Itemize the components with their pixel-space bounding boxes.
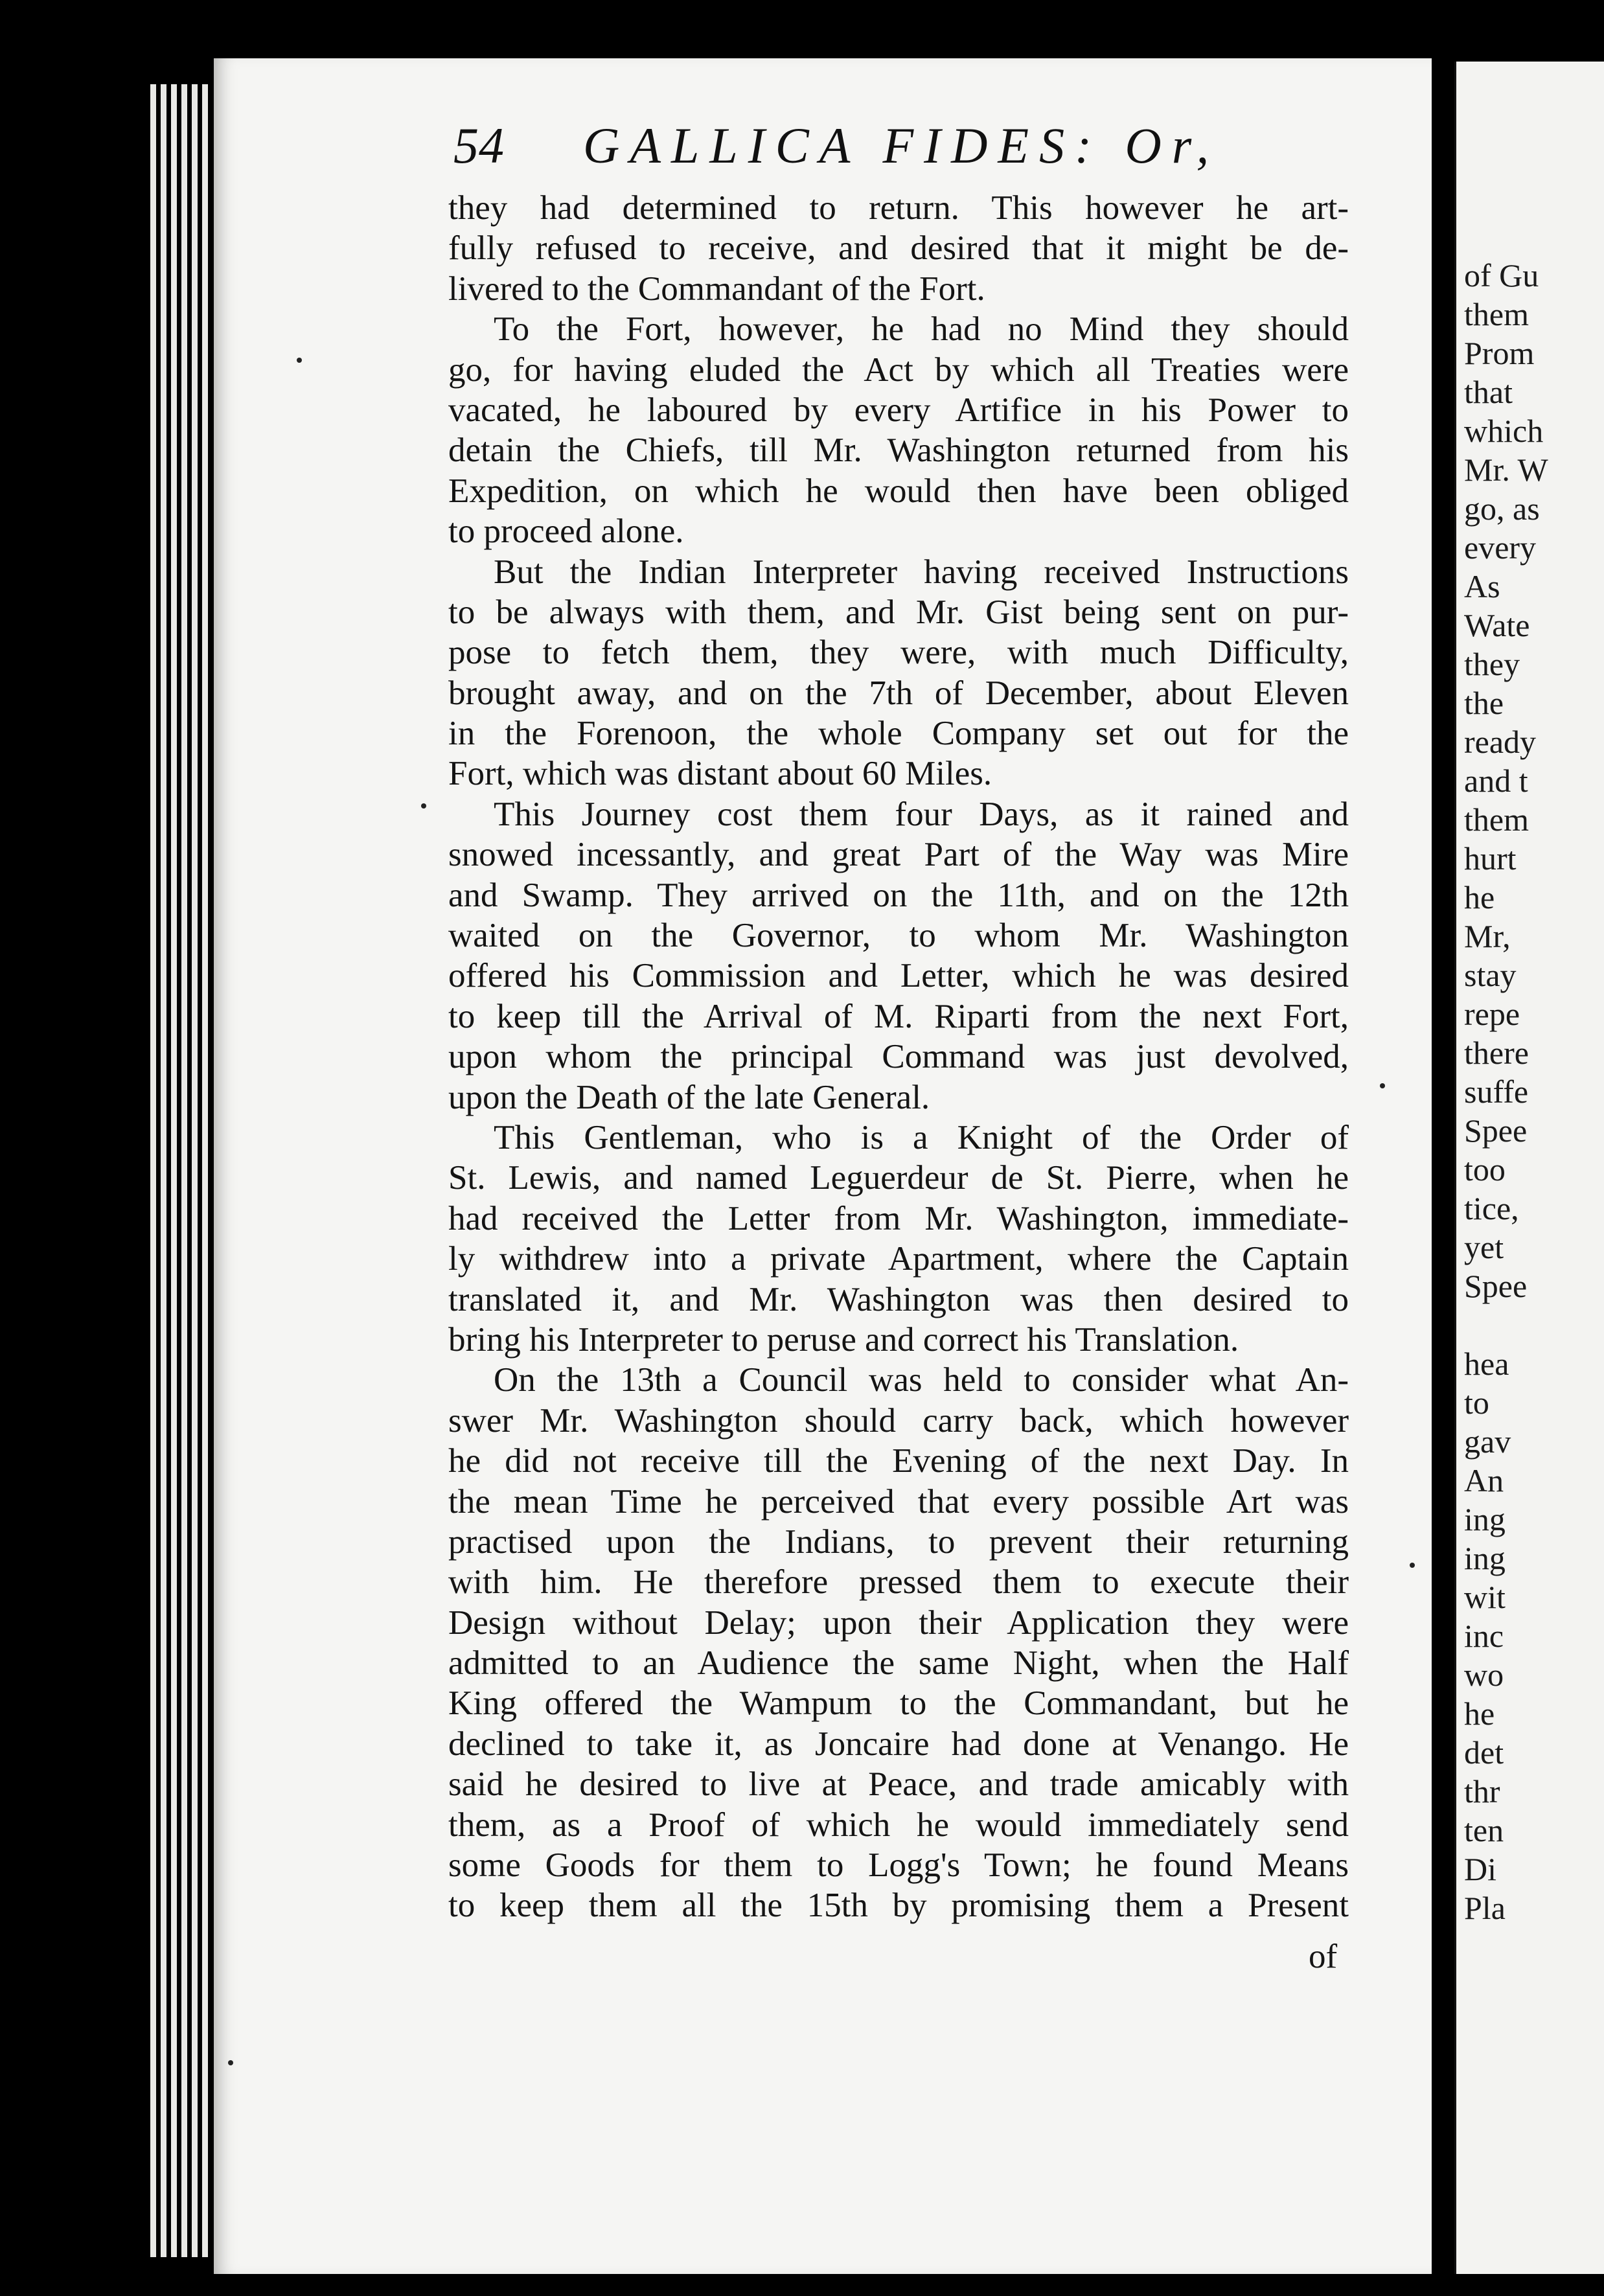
facing-page-line: wit [1464, 1579, 1506, 1615]
ink-speck [1410, 1563, 1415, 1568]
facing-page [1454, 62, 1604, 2274]
facing-page-line: go, as [1464, 490, 1540, 527]
text-line: livered to the Commandant of the Fort. [448, 270, 985, 308]
catchword: of [1309, 1938, 1338, 1975]
facing-page-line: ing [1464, 1501, 1506, 1537]
ink-speck [297, 358, 302, 363]
facing-page-line: As [1464, 568, 1500, 604]
text-line: Design without Delay; upon their Application they were [448, 1603, 1349, 1642]
facing-page-line: Mr, [1464, 918, 1511, 954]
facing-page-line: the [1464, 685, 1504, 721]
text-line: in the Forenoon, the whole Company set out for the [448, 715, 1349, 753]
text-line: go, for having eluded the Act by which all Treaties were [448, 350, 1349, 389]
page-number: 54 [453, 117, 504, 174]
running-title: GALLICA FIDES: Or, [583, 117, 1220, 174]
facing-page-line: suffe [1464, 1073, 1529, 1110]
text-line: to be always with them, and Mr. Gist being sent on pur- [448, 593, 1349, 631]
page-edge [181, 84, 187, 2257]
text-line: upon the Death of the late General. [448, 1078, 930, 1116]
text-line: to keep till the Arrival of M. Riparti from the next Fort, [448, 997, 1349, 1035]
facing-page-line: too [1464, 1151, 1506, 1188]
facing-page-line: every [1464, 529, 1537, 566]
ink-speck [228, 2060, 233, 2065]
facing-page-line: tice, [1464, 1190, 1519, 1226]
facing-page-line [1464, 1305, 1548, 1344]
facing-page-line: Wate [1464, 607, 1530, 643]
text-line: offered his Commission and Letter, which he was desired [448, 957, 1349, 995]
text-line: Fort, which was distant about 60 Miles. [448, 755, 992, 793]
text-line: them, as a Proof of which he would immediately send [448, 1806, 1349, 1844]
facing-page-line: thr [1464, 1773, 1500, 1809]
facing-page-line: Spee [1464, 1112, 1528, 1149]
ink-speck [1380, 1083, 1385, 1088]
facing-page-line: hea [1464, 1346, 1509, 1382]
ink-speck [421, 803, 426, 809]
page-header [453, 117, 1360, 188]
facing-page-line: ing [1464, 1540, 1506, 1576]
page-edge [150, 84, 156, 2257]
facing-page-line: them [1464, 296, 1529, 332]
text-line: pose to fetch them, they were, with much Difficulty, [448, 634, 1349, 672]
text-line: upon whom the principal Command was just devolved, [448, 1038, 1349, 1076]
facing-page-line: wo [1464, 1657, 1504, 1693]
text-line: On the 13th a Council was held to consider what An- [494, 1361, 1349, 1399]
facing-page-line: ready [1464, 724, 1537, 760]
facing-page-line: and t [1464, 763, 1528, 799]
page-edge [171, 84, 177, 2257]
text-line: swer Mr. Washington should carry back, which however [448, 1401, 1349, 1440]
facing-page-line: that [1464, 374, 1513, 410]
text-line: bring his Interpreter to peruse and correct his Translation. [448, 1320, 1239, 1359]
facing-page-line: he [1464, 1695, 1495, 1732]
text-line: snowed incessantly, and great Part of the Way was Mire [448, 836, 1349, 874]
facing-page-line: he [1464, 879, 1495, 915]
text-line: translated it, and Mr. Washington was then desired to [448, 1280, 1349, 1318]
facing-page-line: yet [1464, 1229, 1504, 1265]
text-line: to keep them all the 15th by promising them a Present [448, 1887, 1349, 1925]
text-line: detain the Chiefs, till Mr. Washington returned from his [448, 431, 1349, 470]
text-line: declined to take it, as Joncaire had done at Venango. He [448, 1725, 1349, 1763]
text-line: ly withdrew into a private Apartment, where the Captain [448, 1240, 1349, 1278]
facing-page-line: Spee [1464, 1268, 1528, 1304]
facing-page-line: them [1464, 801, 1529, 838]
text-line: fully refused to receive, and desired that it might be de- [448, 229, 1349, 268]
text-line: some Goods for them to Logg's Town; he found Means [448, 1846, 1349, 1885]
text-line: vacated, he laboured by every Artifice in his Power to [448, 391, 1349, 429]
facing-page-line: Mr. W [1464, 452, 1548, 488]
page-edge [192, 84, 198, 2257]
text-line: with him. He therefore pressed them to execute their [448, 1563, 1349, 1601]
text-line: To the Fort, however, he had no Mind they should [494, 310, 1349, 349]
text-line: waited on the Governor, to whom Mr. Washington [448, 917, 1349, 955]
facing-page-line: An [1464, 1462, 1504, 1498]
facing-page-line: Di [1464, 1851, 1496, 1887]
facing-page-line: Prom [1464, 335, 1535, 371]
facing-page-line: there [1464, 1035, 1529, 1071]
facing-page-line: stay [1464, 957, 1517, 993]
text-line: But the Indian Interpreter having received Instructions [494, 553, 1349, 591]
body-text [448, 188, 1349, 1926]
facing-page-line: which [1464, 413, 1544, 449]
page-edge [161, 84, 166, 2257]
facing-page-line: to [1464, 1384, 1489, 1421]
facing-page-line: Pla [1464, 1890, 1506, 1926]
text-line: to proceed alone. [448, 512, 684, 551]
facing-page-line: gav [1464, 1423, 1511, 1460]
text-line: King offered the Wampum to the Commandant, but he [448, 1684, 1349, 1723]
page-edge [202, 84, 208, 2257]
text-line: had received the Letter from Mr. Washington, immediate- [448, 1199, 1349, 1237]
text-line: This Journey cost them four Days, as it rained and [494, 795, 1349, 833]
text-line: Expedition, on which he would then have been obliged [448, 472, 1349, 510]
text-line: practised upon the Indians, to prevent their returning [448, 1522, 1349, 1561]
facing-page-line: of Gu [1464, 257, 1539, 293]
text-line: they had determined to return. This however he art- [448, 189, 1349, 227]
facing-page-line: ten [1464, 1812, 1504, 1848]
text-line: the mean Time he perceived that every possible Art was [448, 1482, 1349, 1521]
text-line: admitted to an Audience the same Night, when the Half [448, 1644, 1349, 1682]
facing-page-line: hurt [1464, 840, 1517, 877]
facing-page-text [1464, 256, 1548, 1927]
facing-page-line: inc [1464, 1618, 1504, 1654]
facing-page-line: they [1464, 646, 1520, 682]
facing-page-line: repe [1464, 996, 1520, 1032]
facing-page-line: det [1464, 1734, 1504, 1771]
text-line: This Gentleman, who is a Knight of the Order of [494, 1118, 1349, 1156]
text-line: St. Lewis, and named Leguerdeur de St. Pierre, when he [448, 1159, 1349, 1197]
text-line: said he desired to live at Peace, and trade amicably with [448, 1765, 1349, 1804]
text-line: and Swamp. They arrived on the 11th, and on the 12th [448, 876, 1349, 914]
text-line: brought away, and on the 7th of December, about Eleven [448, 674, 1349, 712]
text-line: he did not receive till the Evening of the next Day. In [448, 1442, 1349, 1480]
